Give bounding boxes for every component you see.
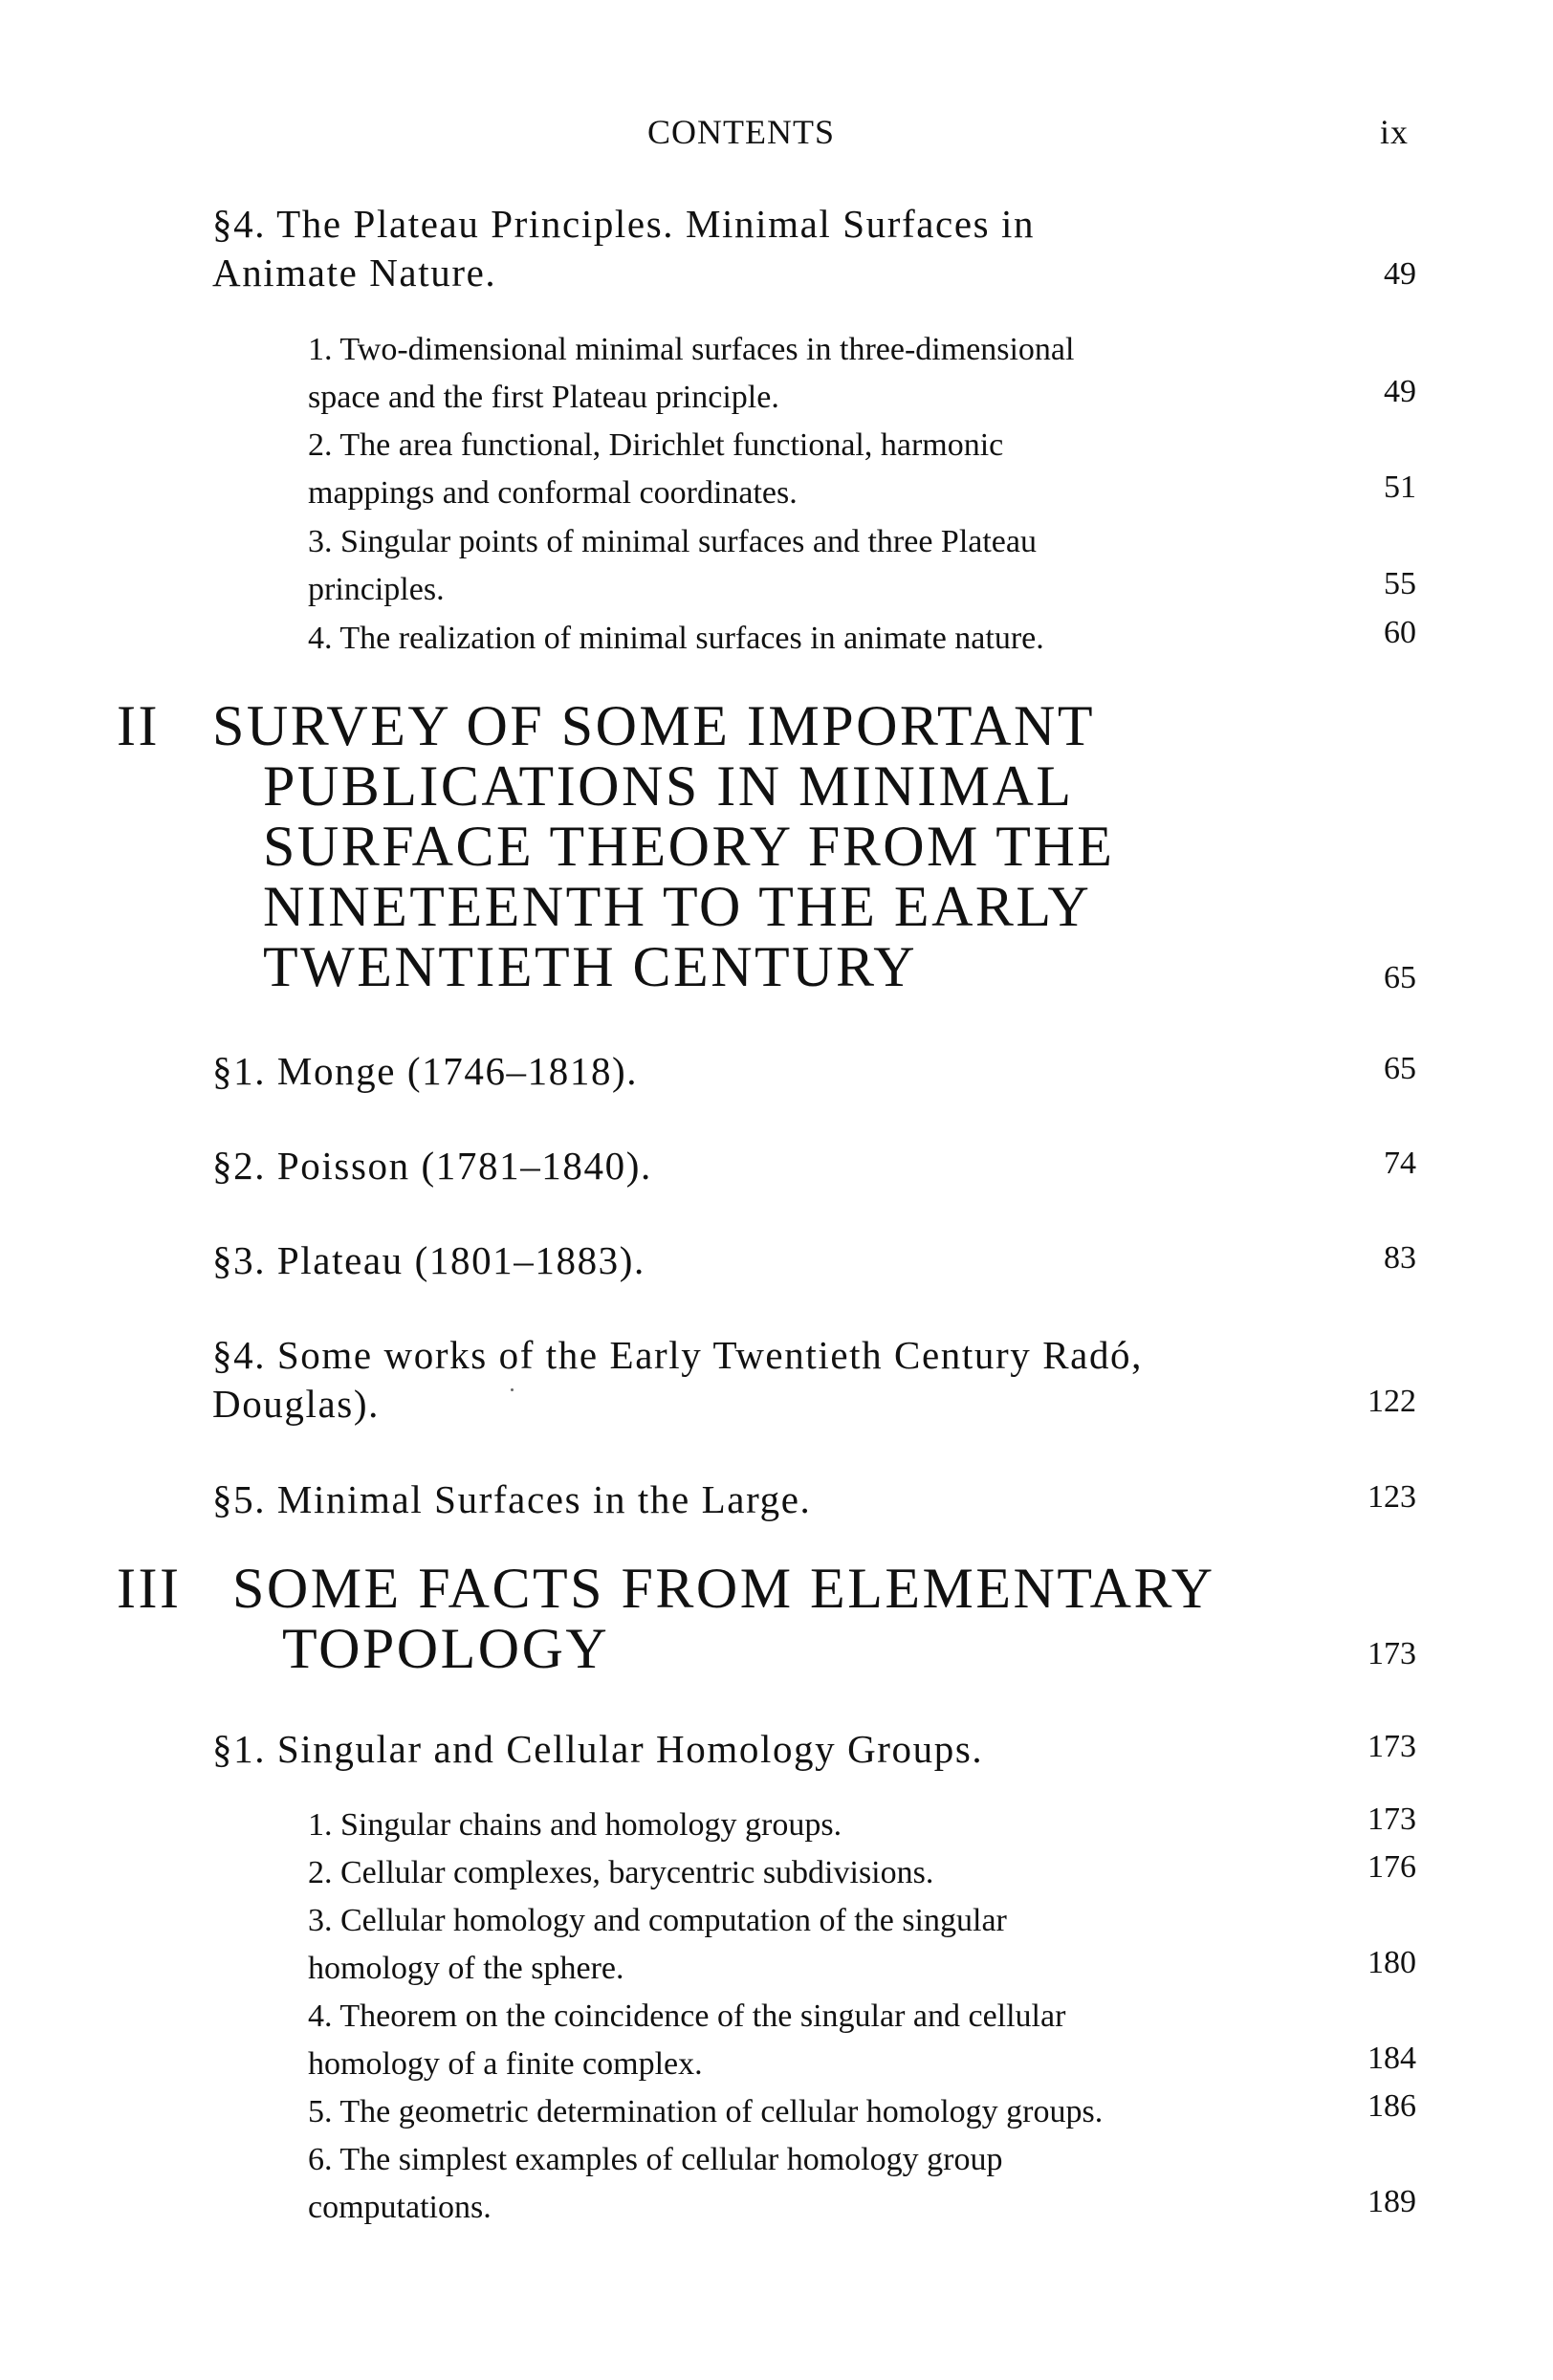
- subsection-page: 49: [1384, 374, 1416, 409]
- subsection-line: mappings and conformal coordinates.: [308, 475, 798, 511]
- chapter-title-line: SURVEY OF SOME IMPORTANT: [212, 694, 1095, 757]
- chapter-title-line: SOME FACTS FROM ELEMENTARY: [232, 1557, 1215, 1620]
- chapter-page: 65: [1384, 960, 1416, 995]
- chapter-title-line: SURFACE THEORY FROM THE: [263, 815, 1115, 878]
- section-title: §5. Minimal Surfaces in the Large.: [212, 1477, 812, 1521]
- subsection-page: 186: [1367, 2088, 1416, 2124]
- subsection-page: 60: [1384, 615, 1416, 650]
- section-title: §1. Singular and Cellular Homology Groups.: [212, 1727, 984, 1771]
- subsection-page: 189: [1367, 2184, 1416, 2219]
- subsection-line: 2. The area functional, Dirichlet functional, harmonic: [308, 427, 1004, 463]
- subsection-line: 3. Singular points of minimal surfaces and three Plateau: [308, 524, 1037, 559]
- subsection-page: 55: [1384, 566, 1416, 601]
- subsection-line: 4. The realization of minimal surfaces in animate nature.: [308, 621, 1044, 656]
- section-title-line2: Douglas).: [212, 1382, 380, 1426]
- subsection-line: computations.: [308, 2190, 492, 2225]
- section-s4-page: 49: [1384, 256, 1416, 292]
- subsection-page: 51: [1384, 469, 1416, 505]
- subsection-line: 1. Singular chains and homology groups.: [308, 1807, 842, 1843]
- chapter-title-line: NINETEENTH TO THE EARLY: [263, 875, 1092, 938]
- subsection-line: homology of a finite complex.: [308, 2046, 703, 2082]
- section-s4-title-line1: §4. The Plateau Principles. Minimal Surfaces in: [212, 202, 1036, 246]
- chapter-title-line: TOPOLOGY: [282, 1617, 610, 1680]
- section-page: 123: [1367, 1479, 1416, 1515]
- subsection-line: 4. Theorem on the coincidence of the singular and cellular: [308, 1998, 1066, 2034]
- chapter-number: III: [117, 1557, 182, 1620]
- subsection-page: 176: [1367, 1849, 1416, 1885]
- subsection-page: 184: [1367, 2041, 1416, 2076]
- running-header-title: CONTENTS: [647, 113, 835, 151]
- section-title: §2. Poisson (1781–1840).: [212, 1144, 652, 1188]
- subsection-line: homology of the sphere.: [308, 1951, 624, 1986]
- running-header-page-number: ix: [1380, 113, 1410, 151]
- chapter-page: 173: [1367, 1636, 1416, 1671]
- section-title-line1: §4. Some works of the Early Twentieth Century Radó,: [212, 1333, 1143, 1377]
- subsection-line: 5. The geometric determination of cellular homology groups.: [308, 2094, 1104, 2129]
- subsection-line: 3. Cellular homology and computation of the singular: [308, 1903, 1007, 1938]
- section-page: 74: [1384, 1146, 1416, 1181]
- section-title: §1. Monge (1746–1818).: [212, 1049, 639, 1093]
- print-speck: [511, 1388, 514, 1391]
- section-page: 173: [1367, 1729, 1416, 1764]
- section-page: 65: [1384, 1051, 1416, 1086]
- section-s4-title-line2: Animate Nature.: [212, 251, 497, 295]
- subsection-line: 1. Two-dimensional minimal surfaces in three-dimensional: [308, 332, 1075, 367]
- section-page: 122: [1367, 1384, 1416, 1419]
- chapter-title-line: PUBLICATIONS IN MINIMAL: [263, 754, 1074, 818]
- section-title: §3. Plateau (1801–1883).: [212, 1238, 645, 1282]
- subsection-line: space and the first Plateau principle.: [308, 380, 779, 415]
- section-page: 83: [1384, 1240, 1416, 1276]
- chapter-number: II: [117, 694, 160, 757]
- subsection-line: 2. Cellular complexes, barycentric subdivisions.: [308, 1855, 934, 1890]
- subsection-line: principles.: [308, 572, 445, 607]
- subsection-line: 6. The simplest examples of cellular homology group: [308, 2142, 1003, 2177]
- subsection-page: 180: [1367, 1945, 1416, 1980]
- subsection-page: 173: [1367, 1801, 1416, 1837]
- chapter-title-line: TWENTIETH CENTURY: [263, 935, 918, 998]
